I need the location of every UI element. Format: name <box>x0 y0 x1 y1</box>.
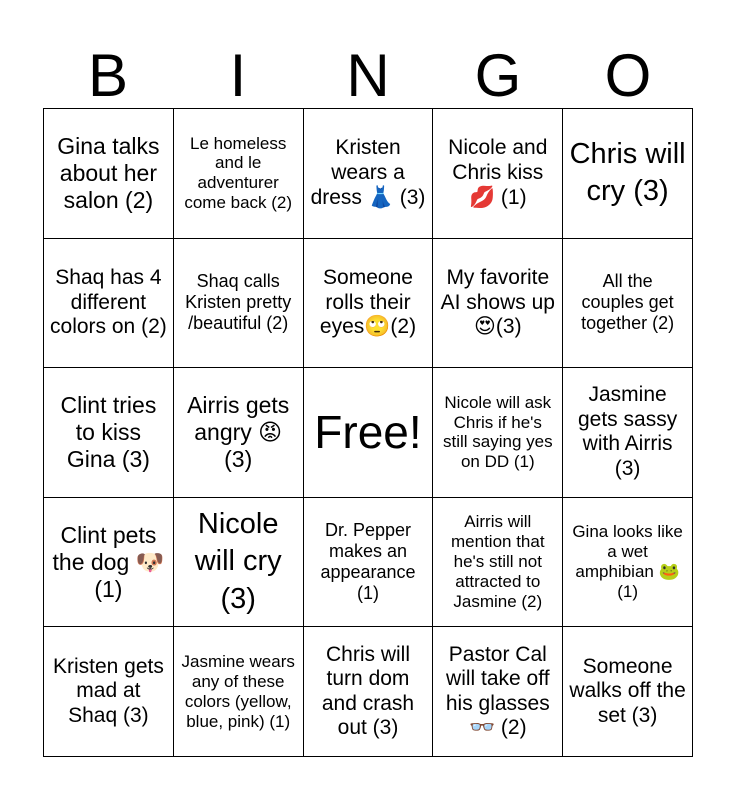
bingo-cell[interactable]: Nicole and Chris kiss 💋 (1) <box>433 109 563 239</box>
bingo-cell[interactable]: Chris will turn dom and crash out (3) <box>304 627 434 757</box>
bingo-cell[interactable]: Nicole will ask Chris if he's still saying yes on DD (1) <box>433 368 563 498</box>
bingo-cell[interactable]: All the couples get together (2) <box>563 239 693 369</box>
bingo-cell[interactable]: Jasmine wears any of these colors (yellow, blue, pink) (1) <box>174 627 304 757</box>
free-space-cell[interactable]: Free! <box>304 368 434 498</box>
bingo-cell[interactable]: Le homeless and le adventurer come back (2) <box>174 109 304 239</box>
bingo-cell[interactable]: Dr. Pepper makes an appearance (1) <box>304 498 434 628</box>
bingo-cell[interactable]: Shaq has 4 different colors on (2) <box>44 239 174 369</box>
header-letter-o: O <box>604 42 652 109</box>
bingo-cell[interactable]: Gina looks like a wet amphibian 🐸 (1) <box>563 498 693 628</box>
bingo-cell[interactable]: Kristen gets mad at Shaq (3) <box>44 627 174 757</box>
header-letter-i: I <box>229 42 247 109</box>
bingo-cell[interactable]: Airris gets angry 😡 (3) <box>174 368 304 498</box>
header-letter-n: N <box>346 42 390 109</box>
bingo-cell[interactable]: Clint tries to kiss Gina (3) <box>44 368 174 498</box>
bingo-board <box>43 108 693 757</box>
header-letter-g: G <box>474 42 522 109</box>
bingo-cell[interactable]: Kristen wears a dress 👗 (3) <box>304 109 434 239</box>
bingo-cell[interactable]: Clint pets the dog 🐶(1) <box>44 498 174 628</box>
bingo-cell[interactable]: Pastor Cal will take off his glasses 👓 (2) <box>433 627 563 757</box>
bingo-cell[interactable]: Someone rolls their eyes🙄(2) <box>304 239 434 369</box>
bingo-cell[interactable]: Gina talks about her salon (2) <box>44 109 174 239</box>
header-letter-b: B <box>87 42 129 109</box>
bingo-cell[interactable]: Shaq calls Kristen pretty /beautiful (2) <box>174 239 304 369</box>
bingo-cell[interactable]: Nicole will cry (3) <box>174 498 304 628</box>
bingo-cell[interactable]: Someone walks off the set (3) <box>563 627 693 757</box>
bingo-cell[interactable]: My favorite AI shows up 😍(3) <box>433 239 563 369</box>
bingo-cell[interactable]: Jasmine gets sassy with Airris (3) <box>563 368 693 498</box>
bingo-cell[interactable]: Chris will cry (3) <box>563 109 693 239</box>
bingo-cell[interactable]: Airris will mention that he's still not attracted to Jasmine (2) <box>433 498 563 628</box>
bingo-header <box>43 44 693 108</box>
